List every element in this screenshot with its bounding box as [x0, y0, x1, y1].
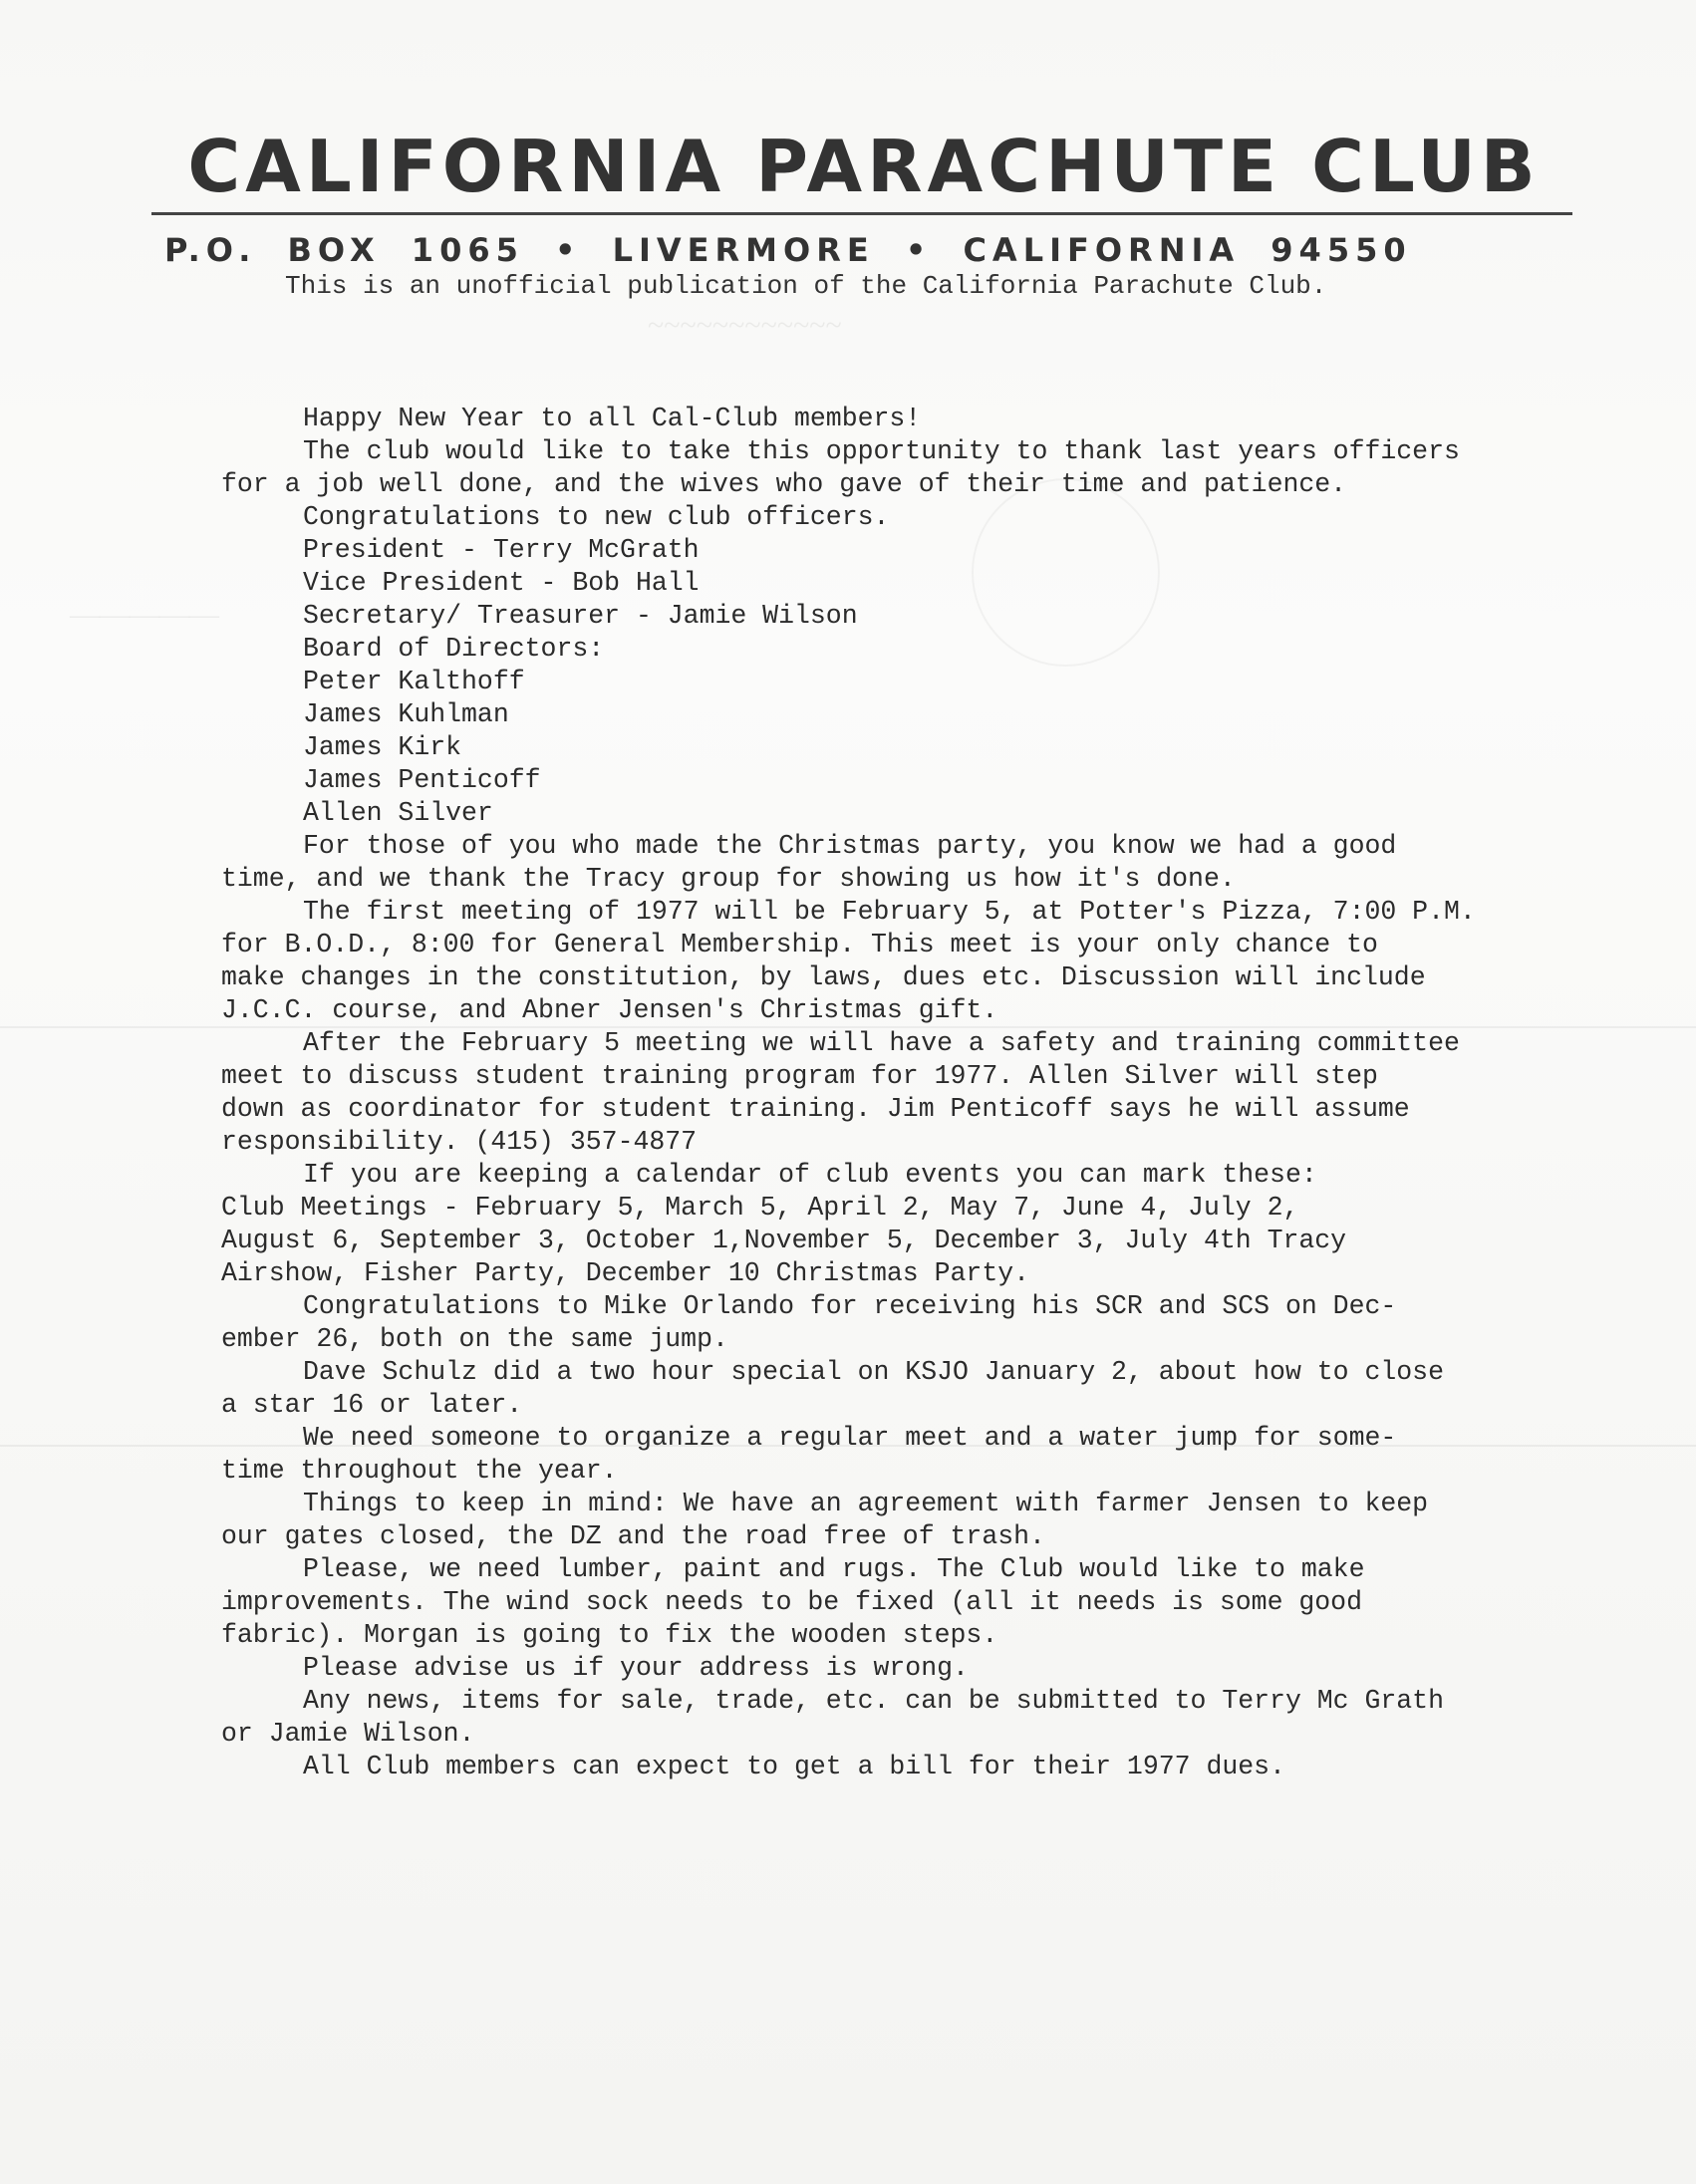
letter-line: The first meeting of 1977 will be February 5, at Potter's Pizza, 7:00 P.M.	[303, 897, 1476, 927]
letterhead	[151, 122, 1576, 211]
publication-disclaimer: This is an unofficial publication of the California Parachute Club.	[285, 271, 1327, 301]
letter-line: All Club members can expect to get a bill for their 1977 dues.	[303, 1752, 1285, 1781]
letter-line: for B.O.D., 8:00 for General Membership. This meet is your only chance to	[221, 930, 1378, 959]
club-name: CALIFORNIA PARACHUTE CLUB	[187, 125, 1541, 208]
letter-line: Peter Kalthoff	[303, 667, 525, 696]
letter-line: For those of you who made the Christmas party, you know we had a good	[303, 831, 1397, 861]
letter-line: Things to keep in mind: We have an agreement with farmer Jensen to keep	[303, 1489, 1429, 1518]
letter-line: meet to discuss student training program for 1977. Allen Silver will step	[221, 1061, 1378, 1091]
letter-line: down as coordinator for student training. Jim Penticoff says he will assume	[221, 1094, 1410, 1124]
letter-line: time, and we thank the Tracy group for showing us how it's done.	[221, 864, 1236, 894]
letter-line: Please advise us if your address is wrong.	[303, 1653, 969, 1683]
letter-line: improvements. The wind sock needs to be fixed (all it needs is some good	[221, 1587, 1362, 1617]
letterhead-rule	[151, 212, 1572, 215]
letter-line: make changes in the constitution, by laws, dues etc. Discussion will include	[221, 962, 1426, 992]
letter-line: ember 26, both on the same jump.	[221, 1324, 728, 1354]
letter-line: President - Terry McGrath	[303, 535, 700, 565]
bleed-through-mark: —————	[70, 598, 219, 631]
letter-line: our gates closed, the DZ and the road free of trash.	[221, 1521, 1045, 1551]
letter-line: fabric). Morgan is going to fix the wooden steps.	[221, 1620, 998, 1650]
letter-line: J.C.C. course, and Abner Jensen's Christmas gift.	[221, 995, 998, 1025]
letter-line: James Penticoff	[303, 765, 541, 795]
letter-line: time throughout the year.	[221, 1456, 618, 1486]
letter-line: If you are keeping a calendar of club events you can mark these:	[303, 1160, 1317, 1190]
letter-line: August 6, September 3, October 1,November 5, December 3, July 4th Tracy	[221, 1226, 1347, 1255]
letter-line: for a job well done, and the wives who gave of their time and patience.	[221, 469, 1347, 499]
letter-line: Happy New Year to all Cal-Club members!	[303, 404, 922, 433]
letter-line: James Kirk	[303, 732, 462, 762]
letter-line: responsibility. (415) 357-4877	[221, 1127, 698, 1157]
letter-line: Club Meetings - February 5, March 5, April 2, May 7, June 4, July 2,	[221, 1193, 1299, 1223]
letter-line: Congratulations to new club officers.	[303, 502, 890, 532]
letter-line: Vice President - Bob Hall	[303, 568, 700, 598]
letter-line: a star 16 or later.	[221, 1390, 523, 1420]
letter-line: Airshow, Fisher Party, December 10 Christmas Party.	[221, 1258, 1030, 1288]
letter-line: James Kuhlman	[303, 699, 509, 729]
letter-line: Board of Directors:	[303, 634, 605, 664]
letter-line: Allen Silver	[303, 798, 493, 828]
letter-body	[221, 403, 1547, 1783]
letter-line: We need someone to organize a regular meet and a water jump for some-	[303, 1423, 1397, 1453]
letter-line: Secretary/ Treasurer - Jamie Wilson	[303, 601, 858, 631]
letter-line: Dave Schulz did a two hour special on KSJO January 2, about how to close	[303, 1357, 1444, 1387]
letter-line: or Jamie Wilson.	[221, 1719, 475, 1749]
letter-line: The club would like to take this opportunity to thank last years officers	[303, 436, 1460, 466]
letter-line: Any news, items for sale, trade, etc. can be submitted to Terry Mc Grath	[303, 1686, 1444, 1716]
club-address: P.O. BOX 1065 • LIVERMORE • CALIFORNIA 94550	[164, 231, 1412, 269]
letter-line: Congratulations to Mike Orlando for receiving his SCR and SCS on Dec-	[303, 1291, 1397, 1321]
letter-line: Please, we need lumber, paint and rugs. The Club would like to make	[303, 1554, 1365, 1584]
letter-line: After the February 5 meeting we will have a safety and training committee	[303, 1028, 1460, 1058]
bleed-through-mark: ~~~~~~~~~~~~	[648, 309, 842, 342]
